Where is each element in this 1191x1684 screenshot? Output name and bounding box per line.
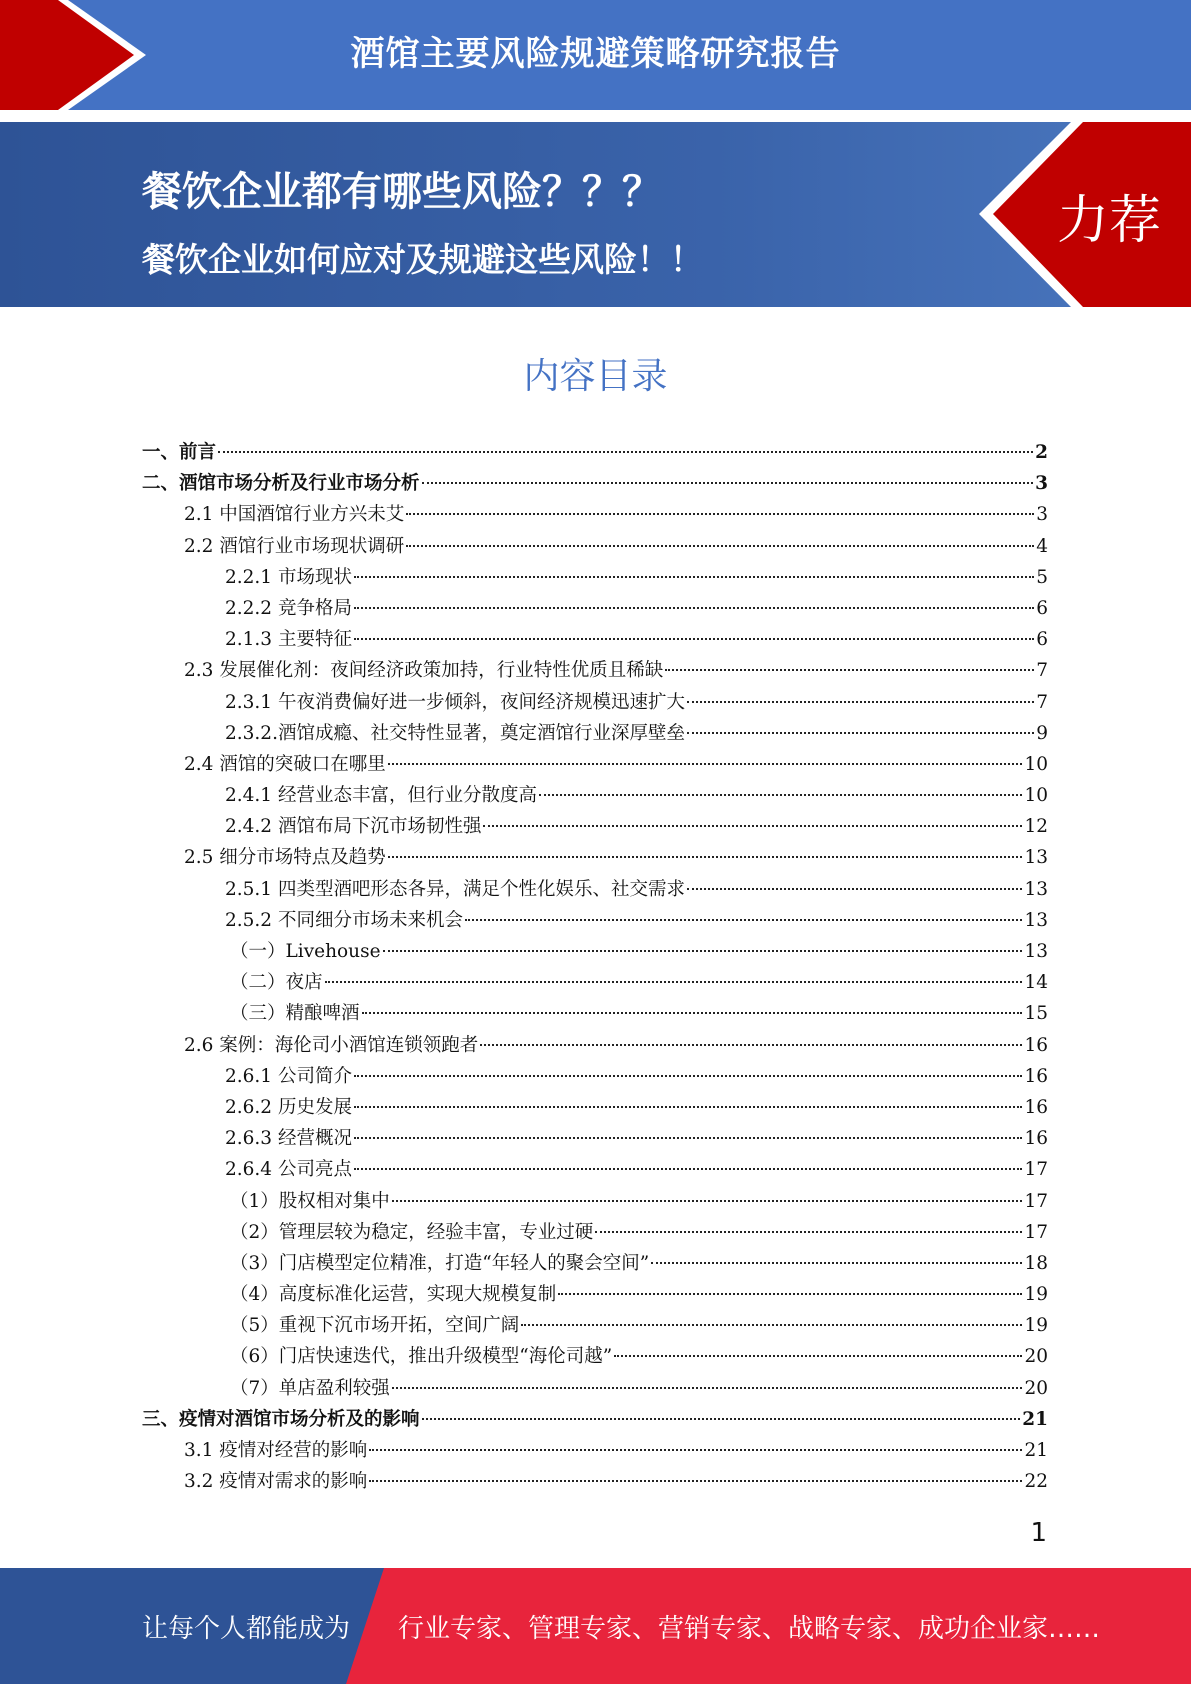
toc-entry-label: 2.5.1 四类型酒吧形态各异，满足个性化娱乐、社交需求 <box>225 878 685 900</box>
toc-entry-page: 10 <box>1024 753 1048 775</box>
footer <box>0 1568 1191 1684</box>
toc-entry-label: （7）单店盈利较强 <box>230 1377 390 1399</box>
toc-entry-label: （4）高度标准化运营，实现大规模复制 <box>230 1284 557 1306</box>
toc-entry-label: 2.2 酒馆行业市场现状调研 <box>184 535 405 557</box>
toc-entry-label: 2.4.1 经营业态丰富，但行业分散度高 <box>225 785 537 807</box>
toc-leader-dots <box>521 1324 1022 1326</box>
toc-entry[interactable] <box>142 874 1048 905</box>
toc-entry-label: 2.3.2.酒馆成瘾、社交特性显著，奠定酒馆行业深厚壁垒 <box>225 722 685 744</box>
toc-entry[interactable] <box>142 1404 1048 1435</box>
toc-leader-dots <box>388 856 1023 858</box>
toc-entry-label: 2.3 发展催化剂：夜间经济政策加持，行业特性优质且稀缺 <box>184 660 664 682</box>
toc-entry[interactable] <box>142 780 1048 811</box>
toc-leader-dots <box>218 451 1033 453</box>
toc-entry-label: （一）Livehouse <box>230 941 381 962</box>
toc-entry-page: 20 <box>1024 1346 1048 1368</box>
toc-leader-dots <box>406 513 1034 515</box>
toc-entry-page: 21 <box>1022 1408 1048 1430</box>
toc-entry-label: 2.2.1 市场现状 <box>225 566 352 588</box>
toc-entry[interactable] <box>142 967 1048 998</box>
toc-entry-label: （二）夜店 <box>230 972 323 994</box>
toc-entry-label: 3.1 疫情对经营的影响 <box>184 1440 368 1461</box>
toc-entry-label: 2.6 案例：海伦司小酒馆连锁领跑者 <box>184 1034 479 1056</box>
toc-entry-label: 二、酒馆市场分析及行业市场分析 <box>142 473 420 495</box>
toc-entry-label: （5）重视下沉市场开拓，空间广阔 <box>230 1315 520 1337</box>
toc-entry[interactable] <box>142 1092 1048 1123</box>
toc-entry-label: 2.4 酒馆的突破口在哪里 <box>184 753 386 775</box>
toc-entry-page: 2 <box>1035 442 1048 463</box>
toc-entry-label: 2.6.3 经营概况 <box>225 1128 352 1150</box>
toc-entry-page: 3 <box>1036 504 1048 526</box>
toc-leader-dots <box>558 1293 1022 1295</box>
toc-entry[interactable] <box>142 687 1048 718</box>
toc-entry[interactable] <box>142 1154 1048 1185</box>
toc-leader-dots <box>480 1044 1022 1046</box>
toc-entry[interactable] <box>142 499 1048 530</box>
toc-entry[interactable] <box>142 624 1048 655</box>
toc-entry[interactable] <box>142 1373 1048 1404</box>
toc-entry-page: 15 <box>1024 1003 1048 1025</box>
toc-leader-dots <box>406 545 1034 547</box>
recommend-badge: 力荐 <box>1056 191 1161 251</box>
toc-entry-page: 13 <box>1024 941 1048 962</box>
toc-entry[interactable] <box>142 531 1048 562</box>
toc-entry[interactable] <box>142 1123 1048 1154</box>
toc-entry-page: 7 <box>1036 691 1048 713</box>
toc-entry-page: 6 <box>1036 629 1048 651</box>
toc-entry-page: 19 <box>1024 1315 1048 1337</box>
toc-entry-page: 17 <box>1024 1159 1048 1181</box>
toc-entry[interactable] <box>142 1248 1048 1279</box>
toc-entry-label: 2.3.1 午夜消费偏好进一步倾斜，夜间经济规模迅速扩大 <box>225 691 685 713</box>
toc-entry-page: 19 <box>1024 1284 1048 1306</box>
toc-leader-dots <box>614 1355 1022 1357</box>
toc-entry-label: （1）股权相对集中 <box>230 1190 390 1212</box>
toc-leader-dots <box>687 888 1022 890</box>
toc-entry-label: 2.1 中国酒馆行业方兴未艾 <box>184 504 405 526</box>
toc-entry-page: 4 <box>1036 535 1048 557</box>
toc-entry-label: 2.4.2 酒馆布局下沉市场韧性强 <box>225 816 482 838</box>
toc-entry-page: 16 <box>1024 1034 1048 1056</box>
toc-entry[interactable] <box>142 1186 1048 1217</box>
toc-entry-label: （6）门店快速迭代，推出升级模型“海伦司越” <box>230 1346 613 1368</box>
toc-leader-dots <box>354 576 1034 578</box>
toc-entry-label: 2.6.2 历史发展 <box>225 1096 352 1118</box>
toc-entry-page: 17 <box>1024 1221 1048 1243</box>
toc-leader-dots <box>687 701 1034 703</box>
toc-leader-dots <box>354 1106 1023 1108</box>
toc-entry-page: 7 <box>1036 660 1048 682</box>
toc-entry[interactable] <box>142 811 1048 842</box>
toc-entry-page: 20 <box>1024 1377 1048 1399</box>
toc-entry-label: 2.5 细分市场特点及趋势 <box>184 847 386 869</box>
toc-entry[interactable] <box>142 905 1048 936</box>
toc-entry[interactable] <box>142 1435 1048 1466</box>
toc-entry-label: 一、前言 <box>142 442 217 463</box>
toc-leader-dots <box>354 607 1034 609</box>
toc-leader-dots <box>354 1075 1023 1077</box>
toc-leader-dots <box>369 1449 1022 1451</box>
toc-entry-page: 16 <box>1024 1065 1048 1087</box>
toc-entry-page: 22 <box>1024 1471 1048 1493</box>
toc-entry[interactable] <box>142 842 1048 873</box>
toc-entry-label: 2.6.1 公司简介 <box>225 1065 352 1087</box>
toc-leader-dots <box>392 1387 1023 1389</box>
toc-entry-label: 三、疫情对酒馆市场分析及的影响 <box>142 1408 420 1430</box>
toc-leader-dots <box>354 1168 1023 1170</box>
headline-answer: 餐饮企业如何应对及规避这些风险！！ <box>142 240 703 279</box>
toc-entry-page: 18 <box>1024 1252 1048 1274</box>
table-of-contents <box>142 437 1048 1497</box>
toc-leader-dots <box>595 1231 1022 1233</box>
footer-slogan-right: 行业专家、管理专家、营销专家、战略专家、成功企业家…… <box>398 1614 1101 1644</box>
toc-entry-page: 13 <box>1024 847 1048 869</box>
toc-entry-page: 9 <box>1036 722 1048 744</box>
toc-entry[interactable] <box>142 655 1048 686</box>
toc-entry-page: 16 <box>1024 1128 1048 1150</box>
toc-entry[interactable] <box>142 998 1048 1029</box>
toc-entry-label: 2.6.4 公司亮点 <box>225 1159 352 1181</box>
toc-entry[interactable] <box>142 468 1048 499</box>
headline-question: 餐饮企业都有哪些风险？？？ <box>142 169 662 215</box>
toc-leader-dots <box>354 638 1034 640</box>
toc-entry[interactable] <box>142 1217 1048 1248</box>
toc-leader-dots <box>388 763 1023 765</box>
toc-entry-page: 6 <box>1036 597 1048 619</box>
toc-leader-dots <box>465 919 1022 921</box>
toc-leader-dots <box>483 825 1022 827</box>
toc-leader-dots <box>362 1012 1023 1014</box>
toc-entry[interactable] <box>142 562 1048 593</box>
toc-entry-page: 3 <box>1035 473 1048 495</box>
red-arrow-decoration <box>0 0 160 110</box>
toc-leader-dots <box>687 732 1034 734</box>
toc-entry-page: 17 <box>1024 1190 1048 1212</box>
toc-leader-dots <box>665 669 1034 671</box>
toc-entry[interactable] <box>142 1061 1048 1092</box>
toc-entry-page: 12 <box>1024 816 1048 838</box>
toc-entry-label: 3.2 疫情对需求的影响 <box>184 1471 368 1493</box>
toc-entry-label: 2.2.2 竞争格局 <box>225 597 352 619</box>
toc-leader-dots <box>383 950 1023 952</box>
toc-entry[interactable] <box>142 1279 1048 1310</box>
toc-entry[interactable] <box>142 593 1048 624</box>
toc-entry[interactable] <box>142 1310 1048 1341</box>
toc-leader-dots <box>422 1418 1021 1420</box>
toc-entry[interactable] <box>142 749 1048 780</box>
toc-entry[interactable] <box>142 1341 1048 1372</box>
toc-entry-label: 2.1.3 主要特征 <box>225 629 352 651</box>
report-title: 酒馆主要风险规避策略研究报告 <box>350 34 841 74</box>
toc-leader-dots <box>354 1137 1023 1139</box>
toc-leader-dots <box>325 981 1023 983</box>
toc-entry-page: 16 <box>1024 1096 1048 1118</box>
toc-entry[interactable] <box>142 1030 1048 1061</box>
toc-leader-dots <box>539 794 1022 796</box>
toc-entry-page: 13 <box>1024 909 1048 931</box>
toc-entry-page: 13 <box>1024 878 1048 900</box>
toc-entry-label: 2.5.2 不同细分市场未来机会 <box>225 909 463 931</box>
toc-entry[interactable] <box>142 718 1048 749</box>
footer-slogan-left: 让每个人都能成为 <box>142 1614 351 1644</box>
toc-entry-label: （3）门店模型定位精准，打造“年轻人的聚会空间” <box>230 1252 650 1274</box>
toc-entry-page: 14 <box>1024 972 1048 994</box>
toc-heading: 内容目录 <box>523 356 668 397</box>
toc-leader-dots <box>369 1480 1022 1482</box>
banner-divider <box>0 110 1191 122</box>
toc-leader-dots <box>422 482 1034 484</box>
toc-entry-page: 21 <box>1024 1440 1048 1461</box>
toc-entry-page: 5 <box>1036 566 1048 588</box>
page-number: 1 <box>1030 1518 1047 1548</box>
toc-entry-page: 10 <box>1024 785 1048 807</box>
top-banner <box>0 0 1191 110</box>
toc-entry[interactable] <box>142 1466 1048 1497</box>
toc-entry[interactable] <box>142 936 1048 967</box>
toc-leader-dots <box>651 1262 1022 1264</box>
toc-leader-dots <box>392 1200 1023 1202</box>
hero-banner <box>0 122 1191 307</box>
toc-entry-label: （2）管理层较为稳定，经验丰富，专业过硬 <box>230 1221 594 1243</box>
toc-entry-label: （三）精酿啤酒 <box>230 1003 360 1025</box>
toc-entry[interactable] <box>142 437 1048 468</box>
